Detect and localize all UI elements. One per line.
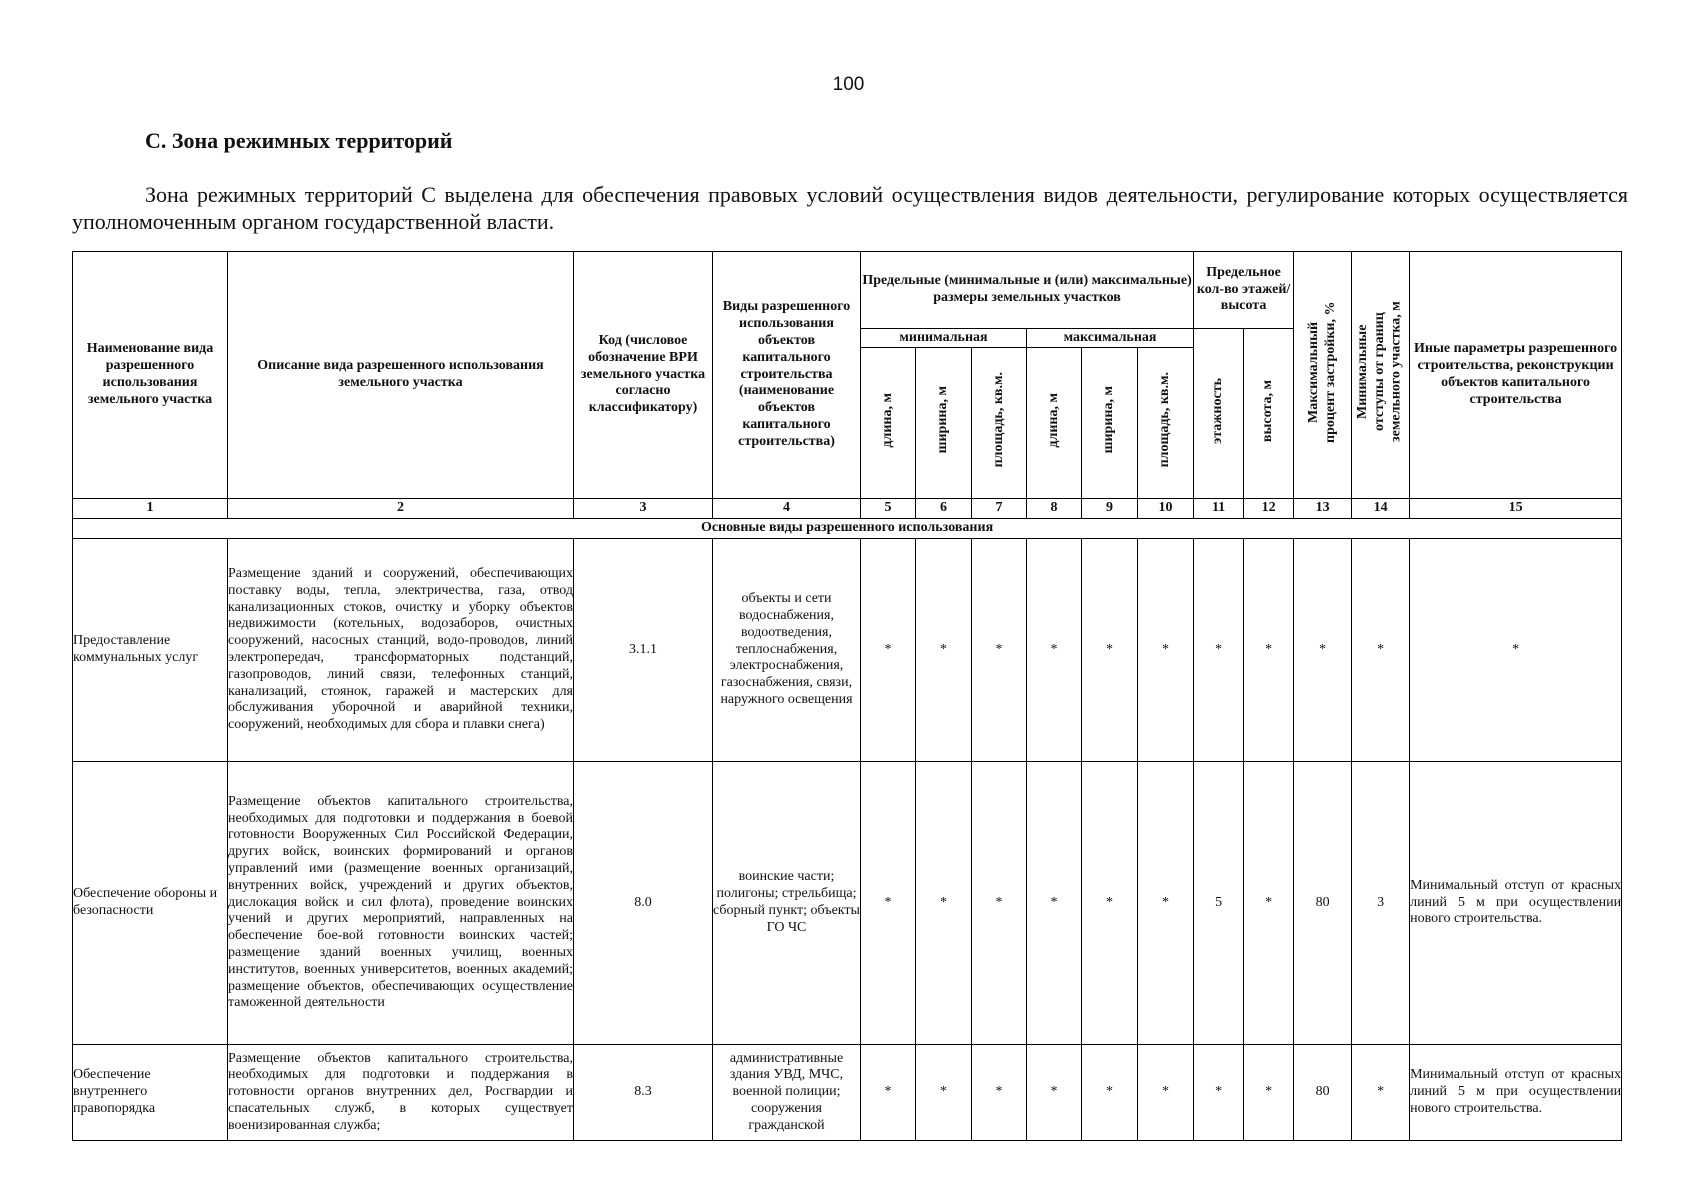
column-numbers-row xyxy=(73,499,1622,519)
header-min-area: площадь, кв.м. xyxy=(972,348,1027,499)
header-height: высота, м xyxy=(1244,329,1294,499)
header-setbacks: Минимальные отступы от границ земельного участка, м xyxy=(1352,252,1410,499)
group-row xyxy=(73,519,1622,539)
header-objects: Виды разрешенного использования объектов капитального строительства (наименование объектов капитального строительства) xyxy=(713,252,861,499)
row-coverage: * xyxy=(1294,539,1352,762)
row-max-area: * xyxy=(1138,762,1194,1045)
row-setback: * xyxy=(1352,1045,1410,1141)
row-floors: * xyxy=(1194,1045,1244,1141)
column-number: 3 xyxy=(574,499,713,519)
row-coverage: 80 xyxy=(1294,762,1352,1045)
header-max-width: ширина, м xyxy=(1082,348,1138,499)
group-label: Основные виды разрешенного использования xyxy=(73,519,1622,539)
table-row xyxy=(73,1045,1622,1141)
row-description: Размещение объектов капитального строительства, необходимых для подготовки и поддержания в готовности органов внутренних дел, Росгвардии и спасательных служб, в которых существует военизированная служба; xyxy=(228,1045,574,1141)
row-height: * xyxy=(1244,1045,1294,1141)
column-number: 14 xyxy=(1352,499,1410,519)
row-min-area: * xyxy=(972,539,1027,762)
row-min-width: * xyxy=(916,762,972,1045)
row-code: 8.3 xyxy=(574,1045,713,1141)
row-objects: воинские части; полигоны; стрельбища; сборный пункт; объекты ГО ЧС xyxy=(713,762,861,1045)
column-number: 11 xyxy=(1194,499,1244,519)
header-name: Наименование вида разрешенного использования земельного участка xyxy=(73,252,228,499)
section-title: С. Зона режимных территорий xyxy=(145,128,453,153)
row-code: 8.0 xyxy=(574,762,713,1045)
row-height: * xyxy=(1244,762,1294,1045)
column-number: 1 xyxy=(73,499,228,519)
header-code: Код (числовое обозначение ВРИ земельного участка согласно классификатору) xyxy=(574,252,713,499)
row-code: 3.1.1 xyxy=(574,539,713,762)
row-min-length: * xyxy=(861,762,916,1045)
row-description: Размещение объектов капитального строительства, необходимых для подготовки и поддержания в боевой готовности Вооруженных Сил Российской Федерации, других войск, воинских формирований и органов управлений ими (размещение военных организаций, внутренних войск, учреждений и других объектов, дислокация войск и сил флота), проведение воинских учений и других мероприятий, направленных на обеспечение бое-вой готовности воинских частей; размещение зданий военных училищ, военных институтов, военных университетов, военных академий; размещение объектов, обеспечивающих осуществление таможенной деятельности xyxy=(228,762,574,1045)
row-min-length: * xyxy=(861,1045,916,1141)
header-coverage: Максимальный процент застройки, % xyxy=(1294,252,1352,499)
header-max-length: длина, м xyxy=(1027,348,1082,499)
row-description: Размещение зданий и сооружений, обеспечивающих поставку воды, тепла, электричества, газа, отвод канализационных стоков, очистку и уборку объектов недвижимости (котельных, водозаборов, очистных сооружений, насосных станций, водо-проводов, линий электропередач, трансформаторных подстанций, газопроводов, линий связи, телефонных станций, канализаций, стоянок, гаражей и мастерских для обслуживания уборочной и аварийной техники, сооружений, необходимых для сбора и плавки снега) xyxy=(228,539,574,762)
header-floors: этажность xyxy=(1194,329,1244,499)
row-height: * xyxy=(1244,539,1294,762)
column-number: 13 xyxy=(1294,499,1352,519)
column-number: 2 xyxy=(228,499,574,519)
row-name: Обеспечение обороны и безопасности xyxy=(73,762,228,1045)
table-row xyxy=(73,539,1622,762)
column-number: 5 xyxy=(861,499,916,519)
row-min-area: * xyxy=(972,762,1027,1045)
row-name: Обеспечение внутреннего правопорядка xyxy=(73,1045,228,1141)
row-max-width: * xyxy=(1082,1045,1138,1141)
row-objects: административные здания УВД, МЧС, военной полиции; сооружения гражданской xyxy=(713,1045,861,1141)
row-objects: объекты и сети водоснабжения, водоотведения, теплоснабжения, электроснабжения, газоснабжения, связи, наружного освещения xyxy=(713,539,861,762)
row-setback: * xyxy=(1352,539,1410,762)
column-number: 6 xyxy=(916,499,972,519)
column-number: 7 xyxy=(972,499,1027,519)
row-setback: 3 xyxy=(1352,762,1410,1045)
row-min-area: * xyxy=(972,1045,1027,1141)
header-limits: Предельные (минимальные и (или) максимальные) размеры земельных участков xyxy=(861,252,1194,329)
row-floors: * xyxy=(1194,539,1244,762)
column-number: 8 xyxy=(1027,499,1082,519)
header-max-area: площадь, кв.м. xyxy=(1138,348,1194,499)
row-min-width: * xyxy=(916,539,972,762)
row-min-length: * xyxy=(861,539,916,762)
column-number: 9 xyxy=(1082,499,1138,519)
row-max-length: * xyxy=(1027,539,1082,762)
row-coverage: 80 xyxy=(1294,1045,1352,1141)
regulations-table xyxy=(72,251,1622,1141)
row-min-width: * xyxy=(916,1045,972,1141)
row-max-length: * xyxy=(1027,762,1082,1045)
column-number: 12 xyxy=(1244,499,1294,519)
row-max-area: * xyxy=(1138,1045,1194,1141)
header-min-width: ширина, м xyxy=(916,348,972,499)
row-max-length: * xyxy=(1027,1045,1082,1141)
intro-paragraph: Зона режимных территорий С выделена для обеспечения правовых условий осуществления видов деятельности, регулирование которых осуществляется уполномоченным органом государственной власти. xyxy=(72,182,1628,234)
header-other: Иные параметры разрешенного строительства, реконструкции объектов капитального строительства xyxy=(1410,252,1622,499)
row-floors: 5 xyxy=(1194,762,1244,1045)
row-other: * xyxy=(1410,539,1622,762)
row-max-width: * xyxy=(1082,539,1138,762)
header-description: Описание вида разрешенного использования земельного участка xyxy=(228,252,574,499)
row-other: Минимальный отступ от красных линий 5 м при осуществлении нового строительства. xyxy=(1410,1045,1622,1141)
row-max-area: * xyxy=(1138,539,1194,762)
column-number: 4 xyxy=(713,499,861,519)
row-name: Предоставление коммунальных услуг xyxy=(73,539,228,762)
header-min: минимальная xyxy=(861,329,1027,348)
table-row xyxy=(73,762,1622,1045)
page-number: 100 xyxy=(832,74,865,95)
row-max-width: * xyxy=(1082,762,1138,1045)
header-floors-group: Предельное кол-во этажей/ высота xyxy=(1194,252,1294,329)
header-min-length: длина, м xyxy=(861,348,916,499)
column-number: 10 xyxy=(1138,499,1194,519)
header-max: максимальная xyxy=(1027,329,1194,348)
row-other: Минимальный отступ от красных линий 5 м при осуществлении нового строительства. xyxy=(1410,762,1622,1045)
column-number: 15 xyxy=(1410,499,1622,519)
